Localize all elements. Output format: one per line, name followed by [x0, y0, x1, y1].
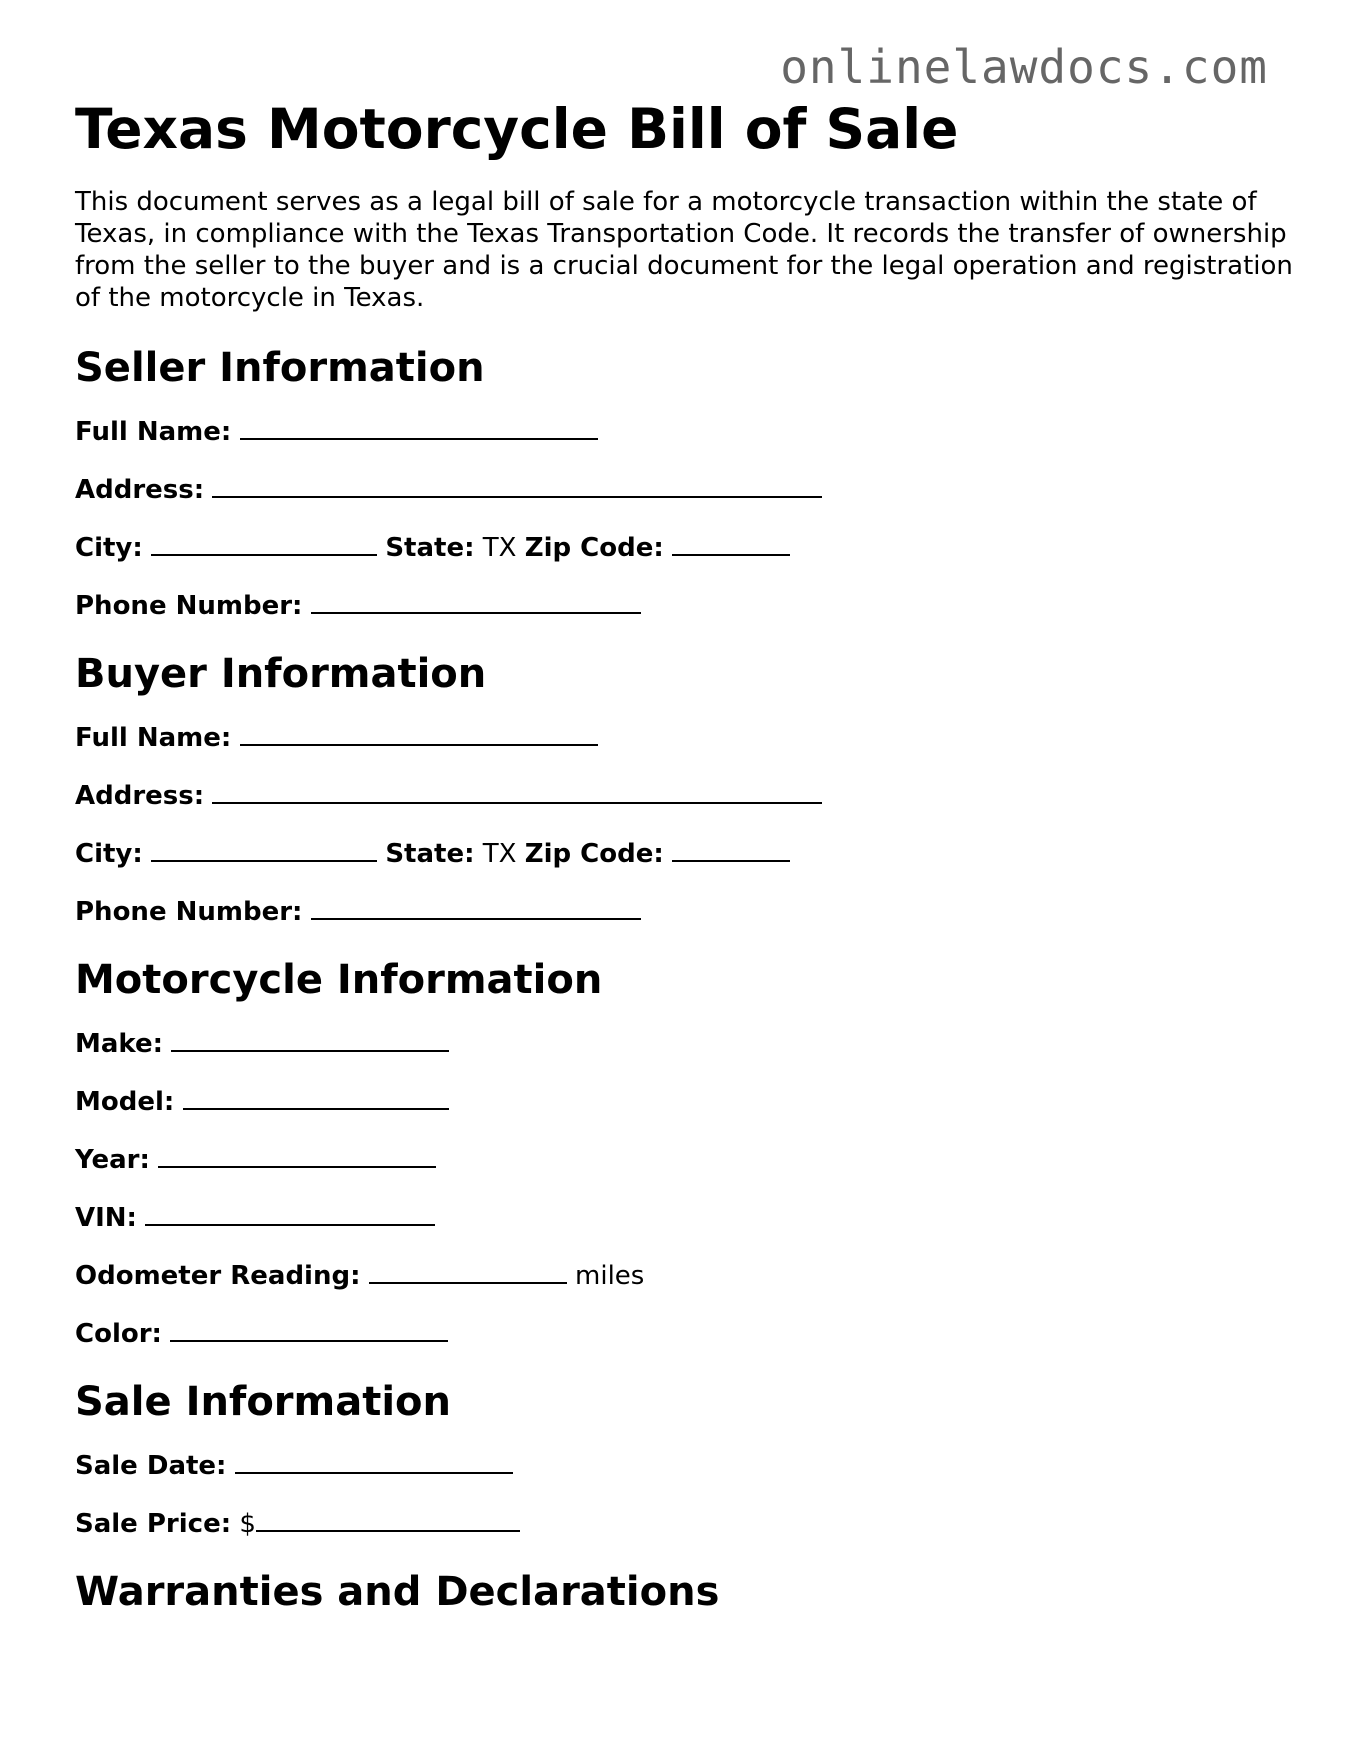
document-title: Texas Motorcycle Bill of Sale: [75, 97, 959, 161]
odometer-row: [75, 1258, 1295, 1290]
buyer-state-value: TX: [482, 839, 517, 869]
buyer-zip-field[interactable]: [672, 836, 790, 862]
sale-date-field[interactable]: [235, 1448, 513, 1474]
buyer-heading: Buyer Information: [75, 651, 487, 697]
buyer-city-row: [75, 836, 1295, 868]
color-label: Color:: [75, 1319, 162, 1349]
motorcycle-section: [75, 956, 1295, 1348]
sale-price-row: [75, 1506, 1295, 1538]
odometer-field[interactable]: [369, 1258, 567, 1284]
model-row: [75, 1084, 1295, 1116]
buyer-section: [75, 650, 1295, 926]
sale-heading: Sale Information: [75, 1379, 451, 1425]
make-row: [75, 1026, 1295, 1058]
sale-price-field[interactable]: [256, 1506, 520, 1532]
make-label: Make:: [75, 1029, 164, 1059]
make-field[interactable]: [171, 1026, 449, 1052]
sale-date-label: Sale Date:: [75, 1451, 227, 1481]
seller-city-field[interactable]: [151, 530, 377, 556]
sale-price-label: Sale Price:: [75, 1509, 232, 1539]
motorcycle-heading: Motorcycle Information: [75, 957, 603, 1003]
color-field[interactable]: [170, 1316, 448, 1342]
watermark: onlinelawdocs.com: [780, 40, 1268, 94]
model-field[interactable]: [183, 1084, 449, 1110]
year-label: Year:: [75, 1145, 150, 1175]
vin-label: VIN:: [75, 1203, 137, 1233]
buyer-address-field[interactable]: [212, 778, 822, 804]
seller-address-label: Address:: [75, 475, 205, 505]
odometer-unit: miles: [575, 1261, 645, 1291]
sale-section: [75, 1378, 1295, 1538]
seller-phone-label: Phone Number:: [75, 591, 303, 621]
buyer-phone-label: Phone Number:: [75, 897, 303, 927]
seller-heading: Seller Information: [75, 345, 485, 391]
intro-paragraph: This document serves as a legal bill of sale for a motorcycle transaction within the state of Texas, in compliance with the Texas Transportation Code. It records the transfer of ownership from the seller to the buyer and is a crucial document for the legal operation and registration of the motorcycle in Texas.: [75, 187, 1293, 313]
seller-section: [75, 344, 1295, 620]
buyer-phone-field[interactable]: [311, 894, 641, 920]
seller-full-name-field[interactable]: [240, 414, 598, 440]
seller-phone-row: [75, 588, 1295, 620]
buyer-full-name-field[interactable]: [240, 720, 598, 746]
vin-field[interactable]: [145, 1200, 435, 1226]
color-row: [75, 1316, 1295, 1348]
seller-full-name-label: Full Name:: [75, 417, 232, 447]
document-body: [75, 96, 1295, 1638]
model-label: Model:: [75, 1087, 175, 1117]
buyer-state-label: State:: [385, 839, 475, 869]
seller-city-label: City:: [75, 533, 143, 563]
seller-phone-field[interactable]: [311, 588, 641, 614]
vin-row: [75, 1200, 1295, 1232]
sale-date-row: [75, 1448, 1295, 1480]
buyer-full-name-row: [75, 720, 1295, 752]
buyer-city-label: City:: [75, 839, 143, 869]
buyer-address-label: Address:: [75, 781, 205, 811]
seller-city-row: [75, 530, 1295, 562]
seller-zip-label: Zip Code:: [524, 533, 664, 563]
seller-address-field[interactable]: [212, 472, 822, 498]
odometer-label: Odometer Reading:: [75, 1261, 361, 1291]
buyer-full-name-label: Full Name:: [75, 723, 232, 753]
seller-state-value: TX: [482, 533, 517, 563]
year-field[interactable]: [158, 1142, 436, 1168]
warranties-section: [75, 1568, 1295, 1616]
warranties-heading: Warranties and Declarations: [75, 1569, 720, 1615]
buyer-zip-label: Zip Code:: [524, 839, 664, 869]
seller-address-row: [75, 472, 1295, 504]
buyer-phone-row: [75, 894, 1295, 926]
buyer-city-field[interactable]: [151, 836, 377, 862]
year-row: [75, 1142, 1295, 1174]
seller-full-name-row: [75, 414, 1295, 446]
currency-symbol: $: [239, 1509, 256, 1539]
buyer-address-row: [75, 778, 1295, 810]
seller-state-label: State:: [385, 533, 475, 563]
seller-zip-field[interactable]: [672, 530, 790, 556]
